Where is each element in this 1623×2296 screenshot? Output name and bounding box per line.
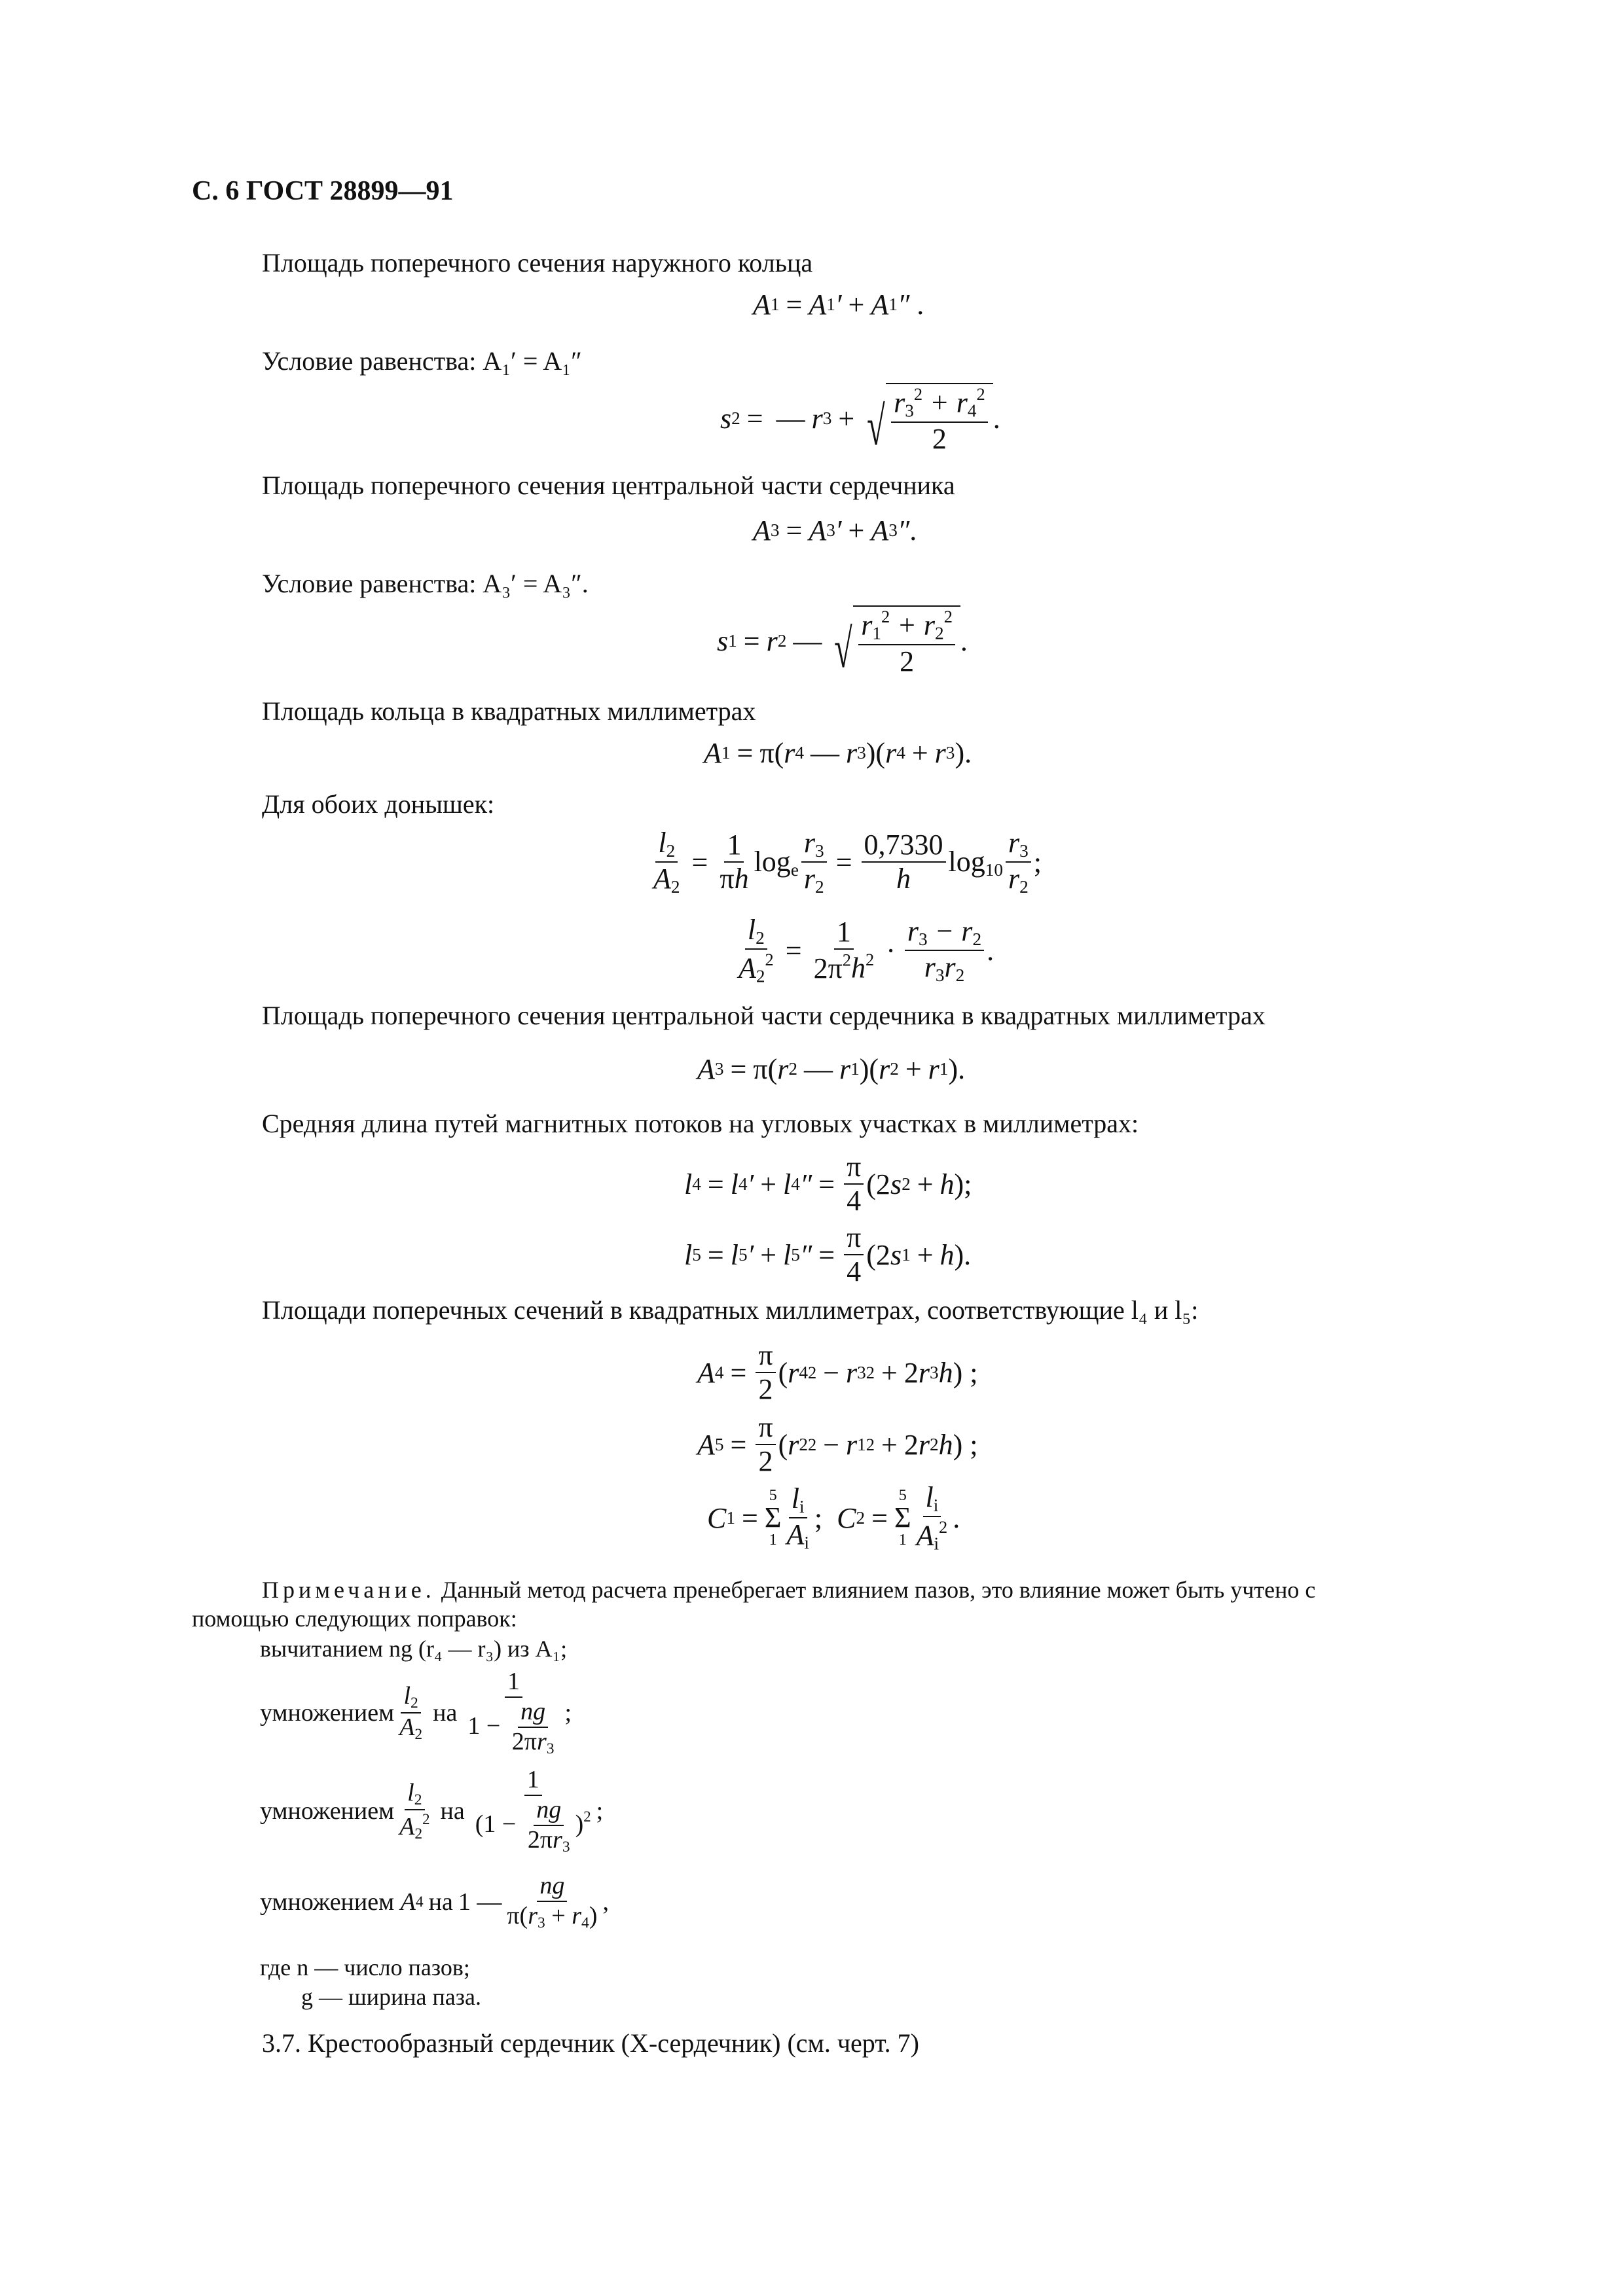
note-mult-label: умножением (260, 1699, 395, 1727)
section-3-7: 3.7. Крестообразный сердечник (Х-сердечник) (см. черт. 7) (262, 2028, 919, 2058)
paragraph-equality-1: Условие равенства: A₁′ = A₁″ (262, 346, 582, 376)
where-g: g — ширина паза. (301, 1984, 481, 2010)
note-line-2: помощью следующих поправок: (192, 1605, 517, 1632)
paragraph-both-bottoms: Для обоих донышек: (262, 789, 495, 819)
note-on-label: на (428, 1888, 453, 1916)
note-line-1 (262, 1576, 1315, 1604)
equation-l2-a2-squared: $\frac{l_2}{A_2^2}$ = $\frac{1}{2\pi^2h^2}$ · $\frac{r_3 - r_2}{r_3r_2}$ . (739, 914, 994, 986)
paragraph-center-core-mm: Площадь поперечного сечения центральной части сердечника в квадратных миллиметрах (262, 1001, 1266, 1030)
equation-a3-area: A 3 = π( r 2 — r 1 )( r 2 + r 1 ). (697, 1053, 966, 1085)
note-item-subtract: вычитанием ng (r₄ — r₃) из A₁; (260, 1636, 568, 1662)
equation-a5: A 5 = $\frac{\pi}{2}$ ( r 2 2 − r 1 2 + 2 r 2 h ) ; (697, 1411, 978, 1478)
paragraph-outer-ring: Площадь поперечного сечения наружного кольца (262, 248, 813, 278)
equation-l4: l 4 = l 4 ′ + l 4 ″ = $\frac{\pi}{4}$ (2 s 2 + h ); (684, 1151, 972, 1217)
equation-s1: s 1 = r 2 — √ $\frac{r_1^2 + r_2^2}{2}$ . (717, 607, 968, 679)
paragraph-equality-2: Условие равенства: A₃′ = A₃″. (262, 569, 589, 598)
where-n: где n — число пазов; (260, 1954, 470, 1981)
note-mult-label: умножением (260, 1797, 395, 1825)
note-label: Примечание. (262, 1577, 435, 1603)
equation-c1-c2: C 1 = 5 Σ 1 $\frac{l_i}{A_i}$ ; C 2 = 5 Σ 1 $\frac{l_i}{A_i^2}$ . (707, 1481, 960, 1554)
equation-a1: A 1 = A 1 ′ + A 1 ″ . (753, 289, 924, 321)
note-on-label: на (433, 1699, 458, 1727)
paragraph-flux-length: Средняя длина путей магнитных потоков на угловых участках в миллиметрах: (262, 1109, 1139, 1138)
note-item-mult-3: умножением A 4 на 1 — $\frac{ng}{\pi(r_3 + r_4)}$ , (260, 1872, 609, 1931)
equation-l5: l 5 = l 5 ′ + l 5 ″ = $\frac{\pi}{4}$ (2 s 1 + h ). (684, 1221, 972, 1288)
equation-a4: A 4 = $\frac{\pi}{2}$ ( r 4 2 − r 3 2 + 2 r 3 h ) ; (697, 1339, 978, 1406)
note-on-label: на (440, 1797, 465, 1825)
note-text: Данный метод расчета пренебрегает влиянием пазов, это влияние может быть учтено с (441, 1577, 1316, 1603)
note-item-mult-1: умножением $\frac{l_2}{A_2}$ на 1 1 − $\frac{ng}{2\pi r_3}$ ; (260, 1668, 572, 1757)
equation-s2: s 2 = — r 3 + √ $\frac{r_3^2 + r_4^2}{2}$ . (720, 384, 1000, 457)
paragraph-center-core: Площадь поперечного сечения центральной части сердечника (262, 471, 955, 500)
note-mult-label: умножением (260, 1888, 395, 1916)
coefficient-value: 0,7330 (862, 830, 946, 863)
paragraph-cross-sections: Площади поперечных сечений в квадратных миллиметрах, соответствующие l₄ и l₅: (262, 1295, 1199, 1325)
paragraph-ring-area: Площадь кольца в квадратных миллиметрах (262, 696, 756, 726)
page-header: С. 6 ГОСТ 28899—91 (192, 176, 454, 206)
equation-a3: A 3 = A 3 ′ + A 3 ″ . (753, 514, 917, 547)
equation-ring-area: A 1 = π( r 4 — r 3 )( r 4 + r 3 ). (704, 737, 972, 769)
note-item-mult-2: умножением $\frac{l_2}{A_2^2}$ на 1 (1 − $\frac{ng}{2\pi r_3}$ )$^2$ ; (260, 1766, 604, 1856)
equation-l2-a2: $\frac{l_2}{A_2}$ = $\frac{1}{\pi h}$ $\log_e$ $\frac{r_3}{r_2}$ = $\frac{0,7330}{h}$ $\log_{10}$ $\frac{r_3}{r_2}$ ; (653, 827, 1042, 897)
